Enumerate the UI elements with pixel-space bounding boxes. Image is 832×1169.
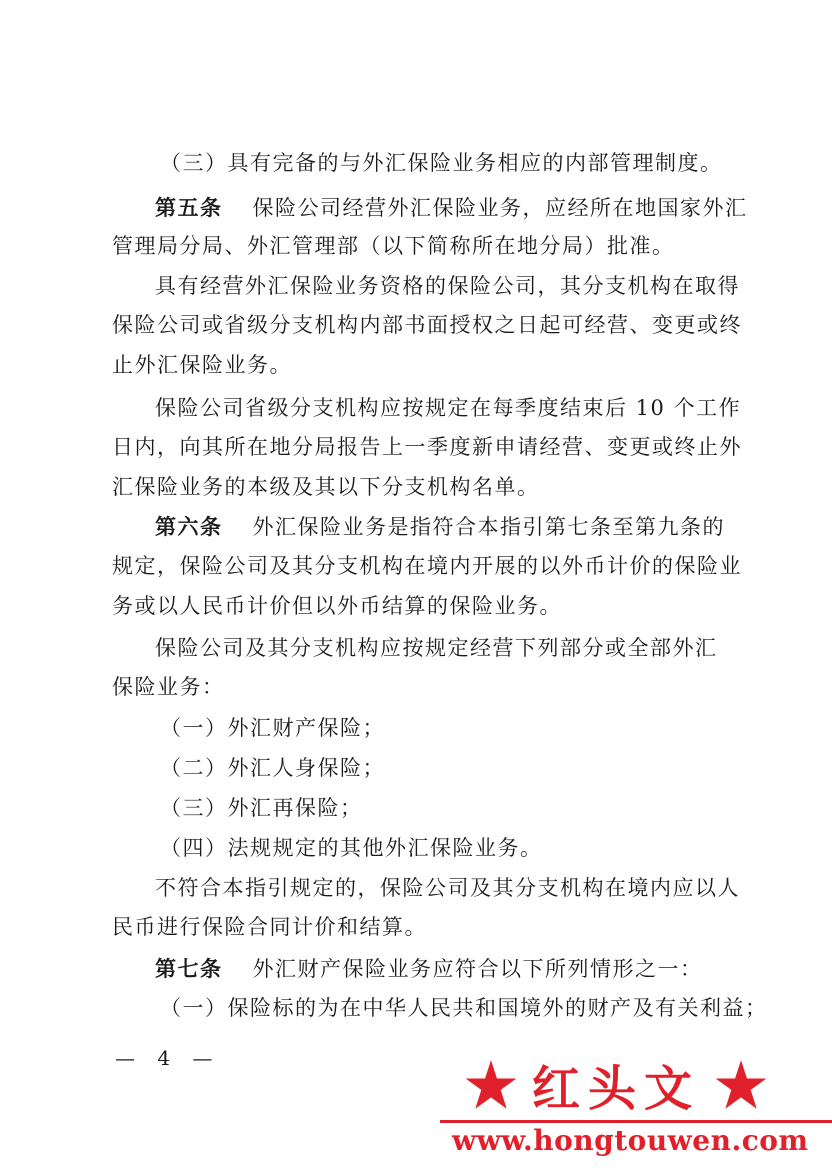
list-item: （一）外汇财产保险； <box>160 716 385 740</box>
paragraph-line: 保险业务： <box>112 675 225 699</box>
paragraph-line: 汇保险业务的本级及其以下分支机构名单。 <box>112 475 540 499</box>
article-5-text: 保险公司经营外汇保险业务，应经所在地国家外汇 <box>252 196 748 220</box>
star-icon <box>464 1058 518 1112</box>
article-6-line-1 <box>155 512 775 542</box>
list-item: （一）保险标的为在中华人民共和国境外的财产及有关利益； <box>160 996 768 1020</box>
article-6-text: 外汇保险业务是指符合本指引第七条至第九条的 <box>252 515 725 539</box>
paragraph-line: 务或以人民币计价但以外币结算的保险业务。 <box>112 594 562 618</box>
article-7-text: 外汇财产保险业务应符合以下所列情形之一： <box>252 957 703 981</box>
article-5-line-1 <box>155 193 775 223</box>
article-5-heading: 第五条 <box>155 195 223 220</box>
article-7-heading: 第七条 <box>155 956 223 981</box>
clause-3-line: （三）具有完备的与外汇保险业务相应的内部管理制度。 <box>160 151 723 175</box>
paragraph-line: 具有经营外汇保险业务资格的保险公司，其分支机构在取得 <box>155 274 740 298</box>
watermark-divider <box>440 1120 832 1123</box>
paragraph-line: 保险公司或省级分支机构内部书面授权之日起可经营、变更或终 <box>112 313 742 337</box>
watermark-text: 红头文 <box>532 1061 701 1117</box>
paragraph-line: 保险公司省级分支机构应按规定在每季度结束后 10 个工作 <box>155 396 742 420</box>
paragraph-line: 规定，保险公司及其分支机构在境内开展的以外币计价的保险业 <box>112 554 742 578</box>
paragraph-line: 不符合本指引规定的，保险公司及其分支机构在境内应以人 <box>155 876 740 900</box>
article-6-heading: 第六条 <box>155 514 223 539</box>
paragraph-line: 日内，向其所在地分局报告上一季度新申请经营、变更或终止外 <box>112 435 742 459</box>
page-number: — 4 — <box>115 1046 221 1070</box>
list-item: （二）外汇人身保险； <box>160 756 385 780</box>
watermark-url: www.hongtouwen.com <box>452 1124 809 1157</box>
paragraph-line: 民币进行保险合同计价和结算。 <box>112 915 427 939</box>
article-5-line-2: 管理局分局、外汇管理部（以下简称所在地分局）批准。 <box>112 234 675 258</box>
list-item: （三）外汇再保险； <box>160 796 363 820</box>
paragraph-line: 保险公司及其分支机构应按规定经营下列部分或全部外汇 <box>155 636 718 660</box>
watermark <box>440 1040 832 1169</box>
star-icon <box>714 1058 768 1112</box>
list-item: （四）法规规定的其他外汇保险业务。 <box>160 836 543 860</box>
paragraph-line: 止外汇保险业务。 <box>112 353 292 377</box>
article-7-line-1 <box>155 954 775 984</box>
